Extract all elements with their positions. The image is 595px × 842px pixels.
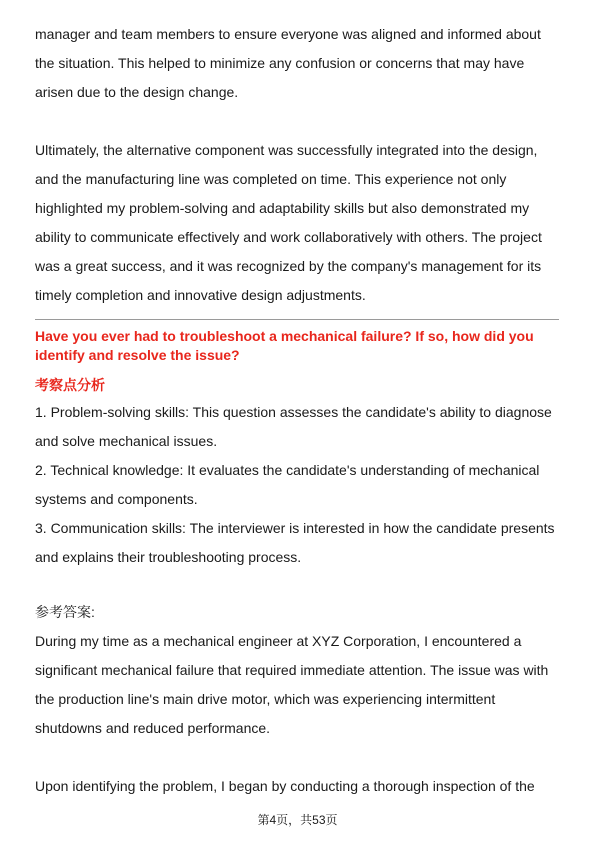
analysis-item: 2. Technical knowledge: It evaluates the candidate's understanding of mechanical systems and components. xyxy=(35,462,540,507)
interview-question: Have you ever had to troubleshoot a mechanical failure? If so, how did you identify and resolve the issue? xyxy=(35,328,534,363)
paragraph-continuation: manager and team members to ensure everyone was aligned and informed about the situation. This helped to minimize any confusion or concerns that may have arisen due to the design change. xyxy=(35,26,541,100)
paragraph-outcome: Ultimately, the alternative component was successfully integrated into the design, and the manufacturing line was completed on time. This experience not only highlighted my problem-solving and adaptability skills but also demonstrated my ability to communicate effectively and work collaboratively with others. The project was a great success, and it was recognized by the company's management for its timely completion and innovative design adjustments. xyxy=(35,142,542,303)
answer-paragraph-continued: Upon identifying the problem, I began by conducting a thorough inspection of the xyxy=(35,778,535,794)
analysis-list xyxy=(35,398,559,572)
analysis-item: 1. Problem-solving skills: This question assesses the candidate's ability to diagnose and solve mechanical issues. xyxy=(35,404,552,449)
section-divider xyxy=(35,319,559,320)
answer-paragraph: During my time as a mechanical engineer at XYZ Corporation, I encountered a significant mechanical failure that required immediate attention. The issue was with the production line's main drive motor, which was experiencing intermittent shutdowns and reduced performance. xyxy=(35,633,549,736)
analysis-item: 3. Communication skills: The interviewer is interested in how the candidate presents and explains their troubleshooting process. xyxy=(35,520,555,565)
page-number: 第4页，共53页 xyxy=(257,813,338,827)
answer-heading: 参考答案: xyxy=(35,604,95,620)
analysis-heading: 考察点分析 xyxy=(35,377,105,393)
